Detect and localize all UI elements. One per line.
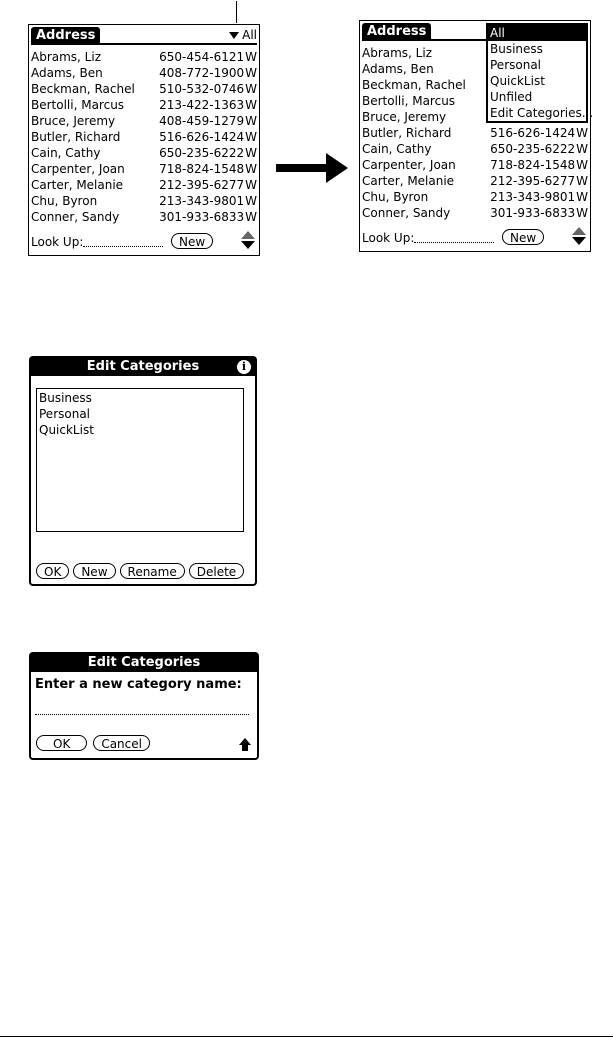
address-row[interactable] (362, 125, 588, 141)
scroll-up-icon[interactable] (572, 227, 586, 235)
lookup-label: Look Up: (31, 235, 84, 249)
contact-phone-group (490, 157, 588, 173)
category-list-item[interactable]: QuickList (39, 423, 94, 437)
dialog-title-text: Edit Categories (87, 655, 201, 670)
contact-phone-group (490, 125, 588, 141)
contact-phone: 213-422-1363 (159, 98, 245, 112)
category-trigger-label: All (242, 28, 257, 42)
dialog-prompt: Enter a new category name: (35, 677, 242, 692)
new-button[interactable]: New (502, 229, 544, 245)
app-title: Address (362, 23, 431, 40)
contact-phone-group (159, 161, 257, 177)
rename-button[interactable]: Rename (120, 563, 185, 579)
page-footer-rule (0, 1036, 613, 1037)
contact-phone-group (159, 129, 257, 145)
contact-phone: 212-395-6277 (490, 174, 576, 188)
category-name-input[interactable] (35, 714, 249, 715)
phone-type: W (245, 98, 257, 112)
contact-phone: 650-454-6121 (159, 50, 245, 64)
contact-phone: 408-772-1900 (159, 66, 245, 80)
contact-name: Chu, Byron (362, 190, 429, 204)
phone-type: W (245, 130, 257, 144)
phone-type: W (245, 210, 257, 224)
address-row[interactable] (362, 205, 588, 221)
phone-type: W (245, 66, 257, 80)
address-row[interactable] (31, 145, 257, 161)
phone-type: W (245, 162, 257, 176)
contact-phone: 301-933-6833 (159, 210, 245, 224)
scroll-up-icon[interactable] (241, 231, 255, 239)
category-trigger[interactable] (229, 27, 257, 43)
category-menu-item[interactable]: QuickList (490, 74, 545, 88)
contact-name: Cain, Cathy (31, 146, 101, 160)
category-list (36, 388, 244, 532)
phone-type: W (245, 114, 257, 128)
address-row[interactable] (31, 129, 257, 145)
contact-phone-group (159, 49, 257, 65)
dialog-title-text: Edit Categories (86, 359, 200, 374)
scroll-arrows[interactable] (241, 231, 255, 253)
ok-button[interactable]: OK (36, 563, 69, 579)
address-row[interactable] (31, 113, 257, 129)
contact-phone-group (159, 193, 257, 209)
address-row[interactable] (362, 157, 588, 173)
contact-name: Beckman, Rachel (362, 78, 466, 92)
contact-name: Chu, Byron (31, 194, 98, 208)
contact-name: Butler, Richard (362, 126, 452, 140)
address-row[interactable] (31, 161, 257, 177)
address-row[interactable] (31, 81, 257, 97)
contact-phone: 718-824-1548 (159, 162, 245, 176)
title-underline (31, 43, 257, 45)
phone-type: W (245, 146, 257, 160)
contact-phone: 650-235-6222 (490, 142, 576, 156)
phone-type: W (576, 206, 588, 220)
contact-phone-group (159, 65, 257, 81)
contact-phone-group (490, 189, 588, 205)
phone-type: W (245, 82, 257, 96)
contact-name: Adams, Ben (362, 62, 434, 76)
address-row[interactable] (31, 49, 257, 65)
category-list-item[interactable]: Personal (39, 407, 91, 421)
contact-phone-group (159, 177, 257, 193)
app-title: Address (31, 27, 100, 44)
contact-name: Bertolli, Marcus (31, 98, 125, 112)
contact-name: Conner, Sandy (362, 206, 451, 220)
bottom-bar (31, 233, 257, 251)
phone-type: W (576, 174, 588, 188)
contact-phone: 516-626-1424 (159, 130, 245, 144)
scroll-arrows[interactable] (572, 227, 586, 249)
scroll-down-icon[interactable] (572, 237, 586, 245)
contact-phone: 718-824-1548 (490, 158, 576, 172)
contact-phone-group (490, 205, 588, 221)
contact-name: Bruce, Jeremy (362, 110, 447, 124)
contact-phone-group (159, 81, 257, 97)
cancel-button[interactable]: Cancel (93, 735, 150, 751)
contact-name: Cain, Cathy (362, 142, 432, 156)
dialog-title (31, 358, 255, 376)
address-row[interactable] (31, 65, 257, 81)
contact-name: Carter, Melanie (31, 178, 124, 192)
contact-phone-group (490, 141, 588, 157)
lookup-input[interactable] (83, 246, 163, 247)
contact-phone: 213-343-9801 (490, 190, 576, 204)
contact-phone-group (159, 97, 257, 113)
phone-type: W (245, 50, 257, 64)
address-row[interactable] (362, 141, 588, 157)
dialog-buttons (36, 563, 244, 579)
category-menu (486, 23, 594, 123)
contact-phone: 650-235-6222 (159, 146, 245, 160)
contact-phone: 212-395-6277 (159, 178, 245, 192)
contact-name: Carpenter, Joan (31, 162, 125, 176)
dialog-title (31, 654, 257, 672)
phone-type: W (576, 190, 588, 204)
new-button[interactable]: New (171, 233, 213, 249)
contact-phone-group (490, 173, 588, 189)
address-list (31, 49, 257, 225)
address-row[interactable] (362, 173, 588, 189)
address-row[interactable] (31, 97, 257, 113)
contact-phone: 213-343-9801 (159, 194, 245, 208)
contact-name: Abrams, Liz (362, 46, 433, 60)
address-screen-before (28, 24, 260, 256)
address-screen-after (359, 20, 594, 252)
address-row[interactable] (31, 193, 257, 209)
shift-arrow-icon[interactable] (239, 738, 251, 752)
contact-phone-group (159, 113, 257, 129)
category-menu-item[interactable]: Personal (490, 58, 542, 72)
address-titlebar (31, 27, 257, 45)
contact-phone: 301-933-6833 (490, 206, 576, 220)
category-menu-item[interactable]: All (488, 25, 586, 41)
phone-type: W (576, 158, 588, 172)
contact-phone: 408-459-1279 (159, 114, 245, 128)
address-row[interactable] (31, 177, 257, 193)
delete-button[interactable]: Delete (189, 563, 244, 579)
contact-phone-group (159, 209, 257, 225)
category-menu-item[interactable]: Business (490, 42, 543, 56)
new-category-button[interactable]: New (73, 563, 115, 579)
contact-name: Beckman, Rachel (31, 82, 135, 96)
phone-type: W (576, 142, 588, 156)
contact-phone: 510-532-0746 (159, 82, 245, 96)
contact-name: Butler, Richard (31, 130, 121, 144)
phone-type: W (245, 194, 257, 208)
scroll-down-icon[interactable] (241, 241, 255, 249)
dropdown-triangle-icon (229, 32, 239, 39)
lookup-input[interactable] (414, 242, 494, 243)
new-category-dialog (29, 652, 259, 760)
phone-type: W (245, 178, 257, 192)
dialog-buttons (36, 735, 150, 751)
edit-categories-dialog (29, 356, 257, 586)
phone-type: W (576, 126, 588, 140)
contact-name: Abrams, Liz (31, 50, 102, 64)
contact-name: Carter, Melanie (362, 174, 455, 188)
category-list-item[interactable]: Business (39, 391, 92, 405)
callout-pointer-line (236, 1, 237, 23)
contact-phone: 516-626-1424 (490, 126, 576, 140)
address-row[interactable] (31, 209, 257, 225)
contact-name: Bruce, Jeremy (31, 114, 116, 128)
address-row[interactable] (362, 189, 588, 205)
contact-name: Conner, Sandy (31, 210, 120, 224)
contact-phone-group (159, 145, 257, 161)
lookup-label: Look Up: (362, 231, 415, 245)
bottom-bar (362, 229, 588, 247)
contact-name: Carpenter, Joan (362, 158, 456, 172)
contact-name: Adams, Ben (31, 66, 103, 80)
contact-name: Bertolli, Marcus (362, 94, 456, 108)
ok-button[interactable]: OK (36, 735, 87, 751)
info-icon[interactable]: i (237, 360, 251, 374)
category-menu-item[interactable]: Edit Categories... (490, 106, 594, 120)
category-menu-item[interactable]: Unfiled (490, 90, 533, 104)
